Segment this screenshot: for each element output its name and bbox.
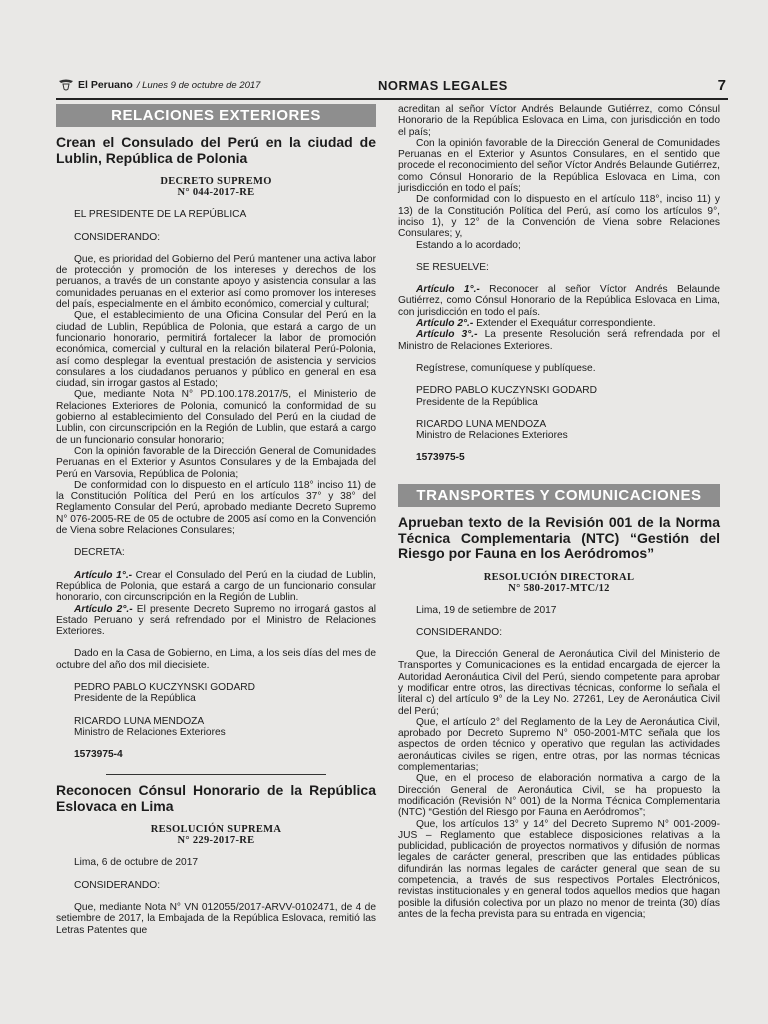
header-masthead — [58, 79, 260, 91]
clause-text: Extender el Exequátur correspondiente. — [473, 318, 656, 330]
right-column — [398, 104, 720, 920]
paragraph: EL PRESIDENTE DE LA REPÚBLICA — [74, 209, 247, 221]
paragraph: acreditan al señor Víctor Andrés Belaunde Gutiérrez, como Cónsul Honorario de la República Eslovaca en Lima, con jurisdicción en todo el país; — [398, 104, 720, 138]
paragraph: Regístrese, comuníquese y publíquese. — [416, 362, 596, 374]
brand-name: El Peruano — [78, 79, 133, 91]
clause-text: Crear el Consulado del Perú en la ciudad de Lublin, República de Polonia, que estará a cargo de un funcionario consular honorario, con circunscripción en la Región de Lublin. — [56, 569, 376, 604]
paragraph: Que, el artículo 2° del Reglamento de la Ley de Aeronáutica Civil, aprobado por Decreto Supremo N° 050-2001-MTC señala que los aspectos de orden técnico y operativo que regulan las actividades aeronáuticas civiles se rigen, entre otras, por las normas técnicas complementarias; — [398, 716, 720, 774]
divider — [106, 774, 326, 775]
document-code: 1573975-5 — [416, 452, 465, 464]
coat-of-arms-icon — [58, 79, 74, 91]
document-number: N° 580-2017-MTC/12 — [508, 582, 610, 594]
clause-label: Artículo 1°.- — [74, 569, 133, 581]
issue-date: / Lunes 9 de octubre de 2017 — [136, 79, 261, 91]
document-type: RESOLUCIÓN DIRECTORAL — [483, 571, 635, 583]
paragraph: Con la opinión favorable de la Dirección General de Comunidades Peruanas en el Exterior y Asuntos Consulares, en el sentido que procede el reconocimiento del señor Víctor Andrés Belaunde Gutiérrez, como Cónsul Honorario de la República Eslovaca en Lima, con jurisdicción en todo el país; — [398, 137, 720, 195]
paragraph: CONSIDERANDO: — [416, 626, 503, 638]
paragraph: Estando a lo acordado; — [416, 239, 521, 251]
section-banner: TRANSPORTES Y COMUNICACIONES — [398, 484, 720, 507]
page-header — [56, 76, 728, 100]
paragraph: Que, mediante Nota N° VN 012055/2017-ARVV-0102471, de 4 de setiembre de 2017, la Embajada de la República Eslovaca, remitió las Letras Patentes que — [56, 902, 376, 936]
paragraph: Que, en el proceso de elaboración normativa a cargo de la Dirección General de Aeronáutica Civil, se ha propuesto la modificación (Revisión N° 001) de la Norma Técnica Complementaria (NTC) “Gestión del Riesgo por Fauna en Aeródromos”; — [398, 773, 720, 819]
paragraph: Con la opinión favorable de la Dirección General de Comunidades Peruanas en el Exterior y Asuntos Consulares y de la Embajada del Perú en Varsovia, República de Polonia; — [56, 445, 376, 480]
document-number: N° 044-2017-RE — [177, 187, 255, 199]
paragraph: Lima, 6 de octubre de 2017 — [74, 857, 199, 869]
paragraph: CONSIDERANDO: — [74, 231, 161, 243]
signatory-name: RICARDO LUNA MENDOZA — [74, 715, 205, 727]
page-number: 7 — [717, 77, 726, 94]
article-clause — [398, 284, 720, 318]
paragraph: CONSIDERANDO: — [74, 879, 161, 891]
paragraph: Que, los artículos 13° y 14° del Decreto Supremo N° 001-2009-JUS – Reglamento que establece disposiciones relativas a la publicidad, publicación de proyectos normativos y difusión de normas legales de carácter general, prescriben que las entidades públicas difundirán las normas legales de carácter general que sean de su competencia, a través de sus respectivos Portales Electrónicos, revistas institucionales y en general todos aquellos medios que hagan posible la difusión colectiva por un plazo no menor de treinta (30) días antes de la fecha prevista para su entrada en vigencia; — [398, 818, 720, 920]
clause-text: El presente Decreto Supremo no irrogará gastos al Estado Peruano y será refrendado por el Ministro de Relaciones Exteriores. — [56, 603, 376, 638]
document-type: RESOLUCIÓN SUPREMA — [150, 824, 282, 836]
article-title: Aprueban texto de la Revisión 001 de la Norma Técnica Complementaria (NTC) “Gestión del Riesgo por Fauna en los Aeródromos” — [398, 514, 720, 562]
signatory-name: RICARDO LUNA MENDOZA — [416, 418, 547, 430]
paragraph: SE RESUELVE: — [416, 261, 489, 273]
clause-label: Artículo 2°.- — [416, 318, 474, 330]
paragraph: Que, es prioridad del Gobierno del Perú mantener una activa labor de protección y promoción de los intereses y derechos de los peruanos, a través de un constante apoyo y asistencia consular a las comunidades peruanas en el exterior así como promover los intereses del país, especialmente en el ámbito económico, comercial y cultural; — [56, 253, 376, 311]
paragraph: De conformidad con lo dispuesto en el artículo 118° inciso 11) de la Constitución Política del Perú en los artículos 37° y 38° del Reglamento Consular del Perú, aprobado mediante Decreto Supremo N° 076-2005-RE de 05 de octubre de 2005 así como en la Convención de Viena sobre Relaciones Consulares; — [56, 479, 376, 537]
article-clause — [398, 318, 720, 329]
paragraph: Lima, 19 de setiembre de 2017 — [416, 604, 557, 616]
signatory-role: Ministro de Relaciones Exteriores — [74, 726, 226, 738]
signatory-role: Ministro de Relaciones Exteriores — [416, 430, 568, 442]
article-title: Crean el Consulado del Perú en la ciudad de Lublin, República de Polonia — [56, 134, 376, 166]
left-column — [56, 104, 376, 936]
signatory-role: Presidente de la República — [416, 396, 538, 408]
section-banner: RELACIONES EXTERIORES — [56, 104, 376, 127]
article-clause — [56, 604, 376, 638]
clause-text: Reconocer al señor Víctor Andrés Belaunde Gutiérrez, como Cónsul Honorario de la República Eslovaca en Lima, con jurisdicción en todo el país. — [398, 284, 720, 318]
section-title: NORMAS LEGALES — [378, 78, 508, 93]
signatory-role: Presidente de la República — [74, 693, 196, 705]
paragraph: Que, el establecimiento de una Oficina Consular del Perú en la ciudad de Lublin, República de Polonia, que estará a cargo de un funcionario honorario, permitirá fortalecer la labor de promoción económica, comercial y cultural en la relación bilateral Perú-Polonia, así como desplegar la eventual prestación de asistencia y servicios consulares a los ciudadanos peruanos y público en general en esa ciudad, sin irrogar gastos al Estado; — [56, 310, 376, 390]
signatory-name: PEDRO PABLO KUCZYNSKI GODARD — [416, 385, 597, 397]
article-clause — [398, 329, 720, 352]
document-code: 1573975-4 — [74, 749, 123, 761]
paragraph: Que, mediante Nota N° PD.100.178.2017/5, el Ministerio de Relaciones Exteriores de Polonia, comunicó la conformidad de su gobierno al establecimiento del Consulado del Perú en la ciudad de Lublin, con circunscripción en la Región de Lublin, que estará a cargo de un funcionario consular honorario; — [56, 389, 376, 446]
document-number: N° 229-2017-RE — [177, 835, 255, 847]
paragraph: Que, la Dirección General de Aeronáutica Civil del Ministerio de Transportes y Comunicaciones es la entidad encargada de ejercer la Autoridad Aeronáutica Civil del Perú, siendo competente para aprobar y modificar entre otros, las directivas técnicas, conforme lo señala el literal c) del artículo 9° de la Ley No. 27261, Ley de Aeronáutica Civil del Perú; — [398, 649, 720, 717]
document-type: DECRETO SUPREMO — [160, 176, 272, 188]
paragraph: Dado en la Casa de Gobierno, en Lima, a los seis días del mes de octubre del año dos mil diecisiete. — [56, 648, 376, 671]
paragraph: De conformidad con lo dispuesto en el artículo 118°, inciso 11) y 13) de la Constitución Política del Perú, así como los artículos 9°, inciso 1), y 12° de la Convención de Viena sobre Relaciones Consulares; y, — [398, 194, 720, 240]
clause-label: Artículo 2°.- — [74, 603, 133, 615]
clause-text: La presente Resolución será refrendada por el Ministro de Relaciones Exteriores. — [398, 329, 720, 352]
article-title: Reconocen Cónsul Honorario de la República Eslovaca en Lima — [56, 782, 376, 814]
clause-label: Artículo 3°.- — [416, 329, 478, 341]
clause-label: Artículo 1°.- — [416, 284, 480, 296]
signatory-name: PEDRO PABLO KUCZYNSKI GODARD — [74, 681, 255, 693]
article-clause — [56, 570, 376, 604]
paragraph: DECRETA: — [74, 547, 125, 559]
